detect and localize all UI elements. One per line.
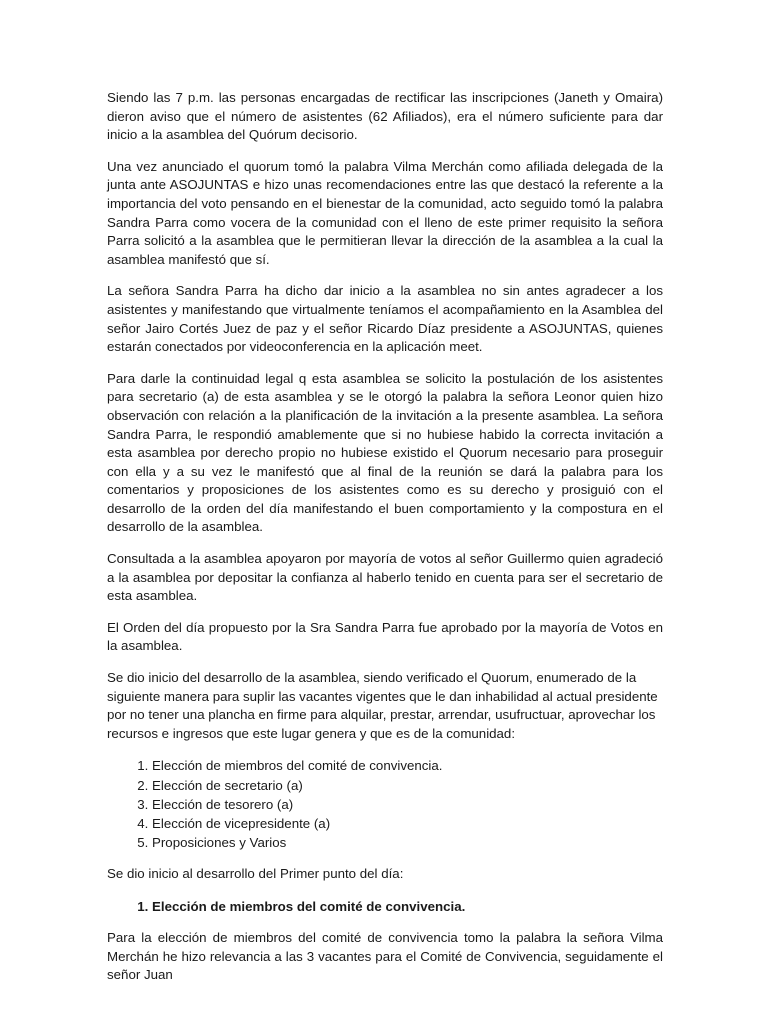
paragraph-guillermo-secretary: Consultada a la asamblea apoyaron por mayoría de votos al señor Guillermo quien agradeció a la asamblea por depositar la confianza al haberlo tenido en cuenta para ser el secretario de esta asamblea. xyxy=(107,551,663,604)
agenda-item: 5. Proposiciones y Varios xyxy=(152,833,663,852)
agenda-item: 3. Elección de tesorero (a) xyxy=(152,795,663,814)
first-point-heading-list xyxy=(107,897,663,916)
agenda-item: 4. Elección de vicepresidente (a) xyxy=(152,814,663,833)
paragraph-secretary-postulation: Para darle la continuidad legal q esta asamblea se solicito la postulación de los asistentes para secretario (a) de esta asamblea y se le otorgó la palabra la señora Leonor quien hizo observación con relación a la planificación de la invitación a la presente asamblea. La señora Sandra Parra, le respondió amablemente que si no hubiese habido la correcta invitación a esta asamblea por derecho propio no hubiese existido el Quorum necesario para proseguir con ella y a su vez le manifestó que al final de la reunión se dará la palabra para los comentarios y proposiciones de los asistentes como es su derecho y prosiguió con el desarrollo de la orden del día manifestando el buen comportamiento y la compostura en el desarrollo de la asamblea. xyxy=(107,370,663,535)
paragraph-committee-election: Para la elección de miembros del comité de convivencia tomo la palabra la señora Vilma Merchán he hizo relevancia a las 3 vacantes para el Comité de Convivencia, seguidamente el señor Juan xyxy=(107,930,663,983)
paragraph-sandra-parra-opening: La señora Sandra Parra ha dicho dar inicio a la asamblea no sin antes agradecer a los asistentes y manifestando que virtualmente teníamos el acompañamiento en la Asamblea del señor Jairo Cortés Juez de paz y el señor Ricardo Díaz presidente a ASOJUNTAS, quienes estarán conectados por videoconferencia en la aplicación meet. xyxy=(107,283,663,355)
paragraph-agenda-approved: El Orden del día propuesto por la Sra Sandra Parra fue aprobado por la mayoría de Votos en la asamblea. xyxy=(107,619,663,654)
agenda-list xyxy=(107,756,663,852)
paragraph-vilma-merchan-recommendations: Una vez anunciado el quorum tomó la palabra Vilma Merchán como afiliada delegada de la junta ante ASOJUNTAS e hizo unas recomendaciones entre las que destacó la referente a la importancia del voto pensando en el bienestar de la comunidad, acto seguido tomó la palabra Sandra Parra como vocera de la comunidad con el lleno de este primer requisito la señora Parra solicitó a la asamblea que le permitieran llevar la dirección de la asamblea a la cual la asamblea manifestó que sí. xyxy=(107,158,663,267)
agenda-item: 1. Elección de miembros del comité de convivencia. xyxy=(152,756,663,775)
paragraph-agenda-intro: Se dio inicio del desarrollo de la asamblea, siendo verificado el Quorum, enumerado de la siguiente manera para suplir las vacantes vigentes que le dan inhabilidad al actual presidente por no tener una plancha en firme para alquilar, prestar, arrendar, usufructuar, aprovechar los recursos e ingresos que este lugar genera y que es de la comunidad: xyxy=(107,670,658,741)
paragraph-quorum-count: Siendo las 7 p.m. las personas encargadas de rectificar las inscripciones (Janeth y Omaira) dieron aviso que el número de asistentes (62 Afiliados), era el número suficiente para dar inicio a la asamblea del Quórum decisorio. xyxy=(107,90,663,143)
agenda-item: 2. Elección de secretario (a) xyxy=(152,776,663,795)
paragraph-first-point-intro: Se dio inicio al desarrollo del Primer punto del día: xyxy=(107,866,404,882)
first-point-heading: 1. Elección de miembros del comité de convivencia. xyxy=(152,897,663,916)
